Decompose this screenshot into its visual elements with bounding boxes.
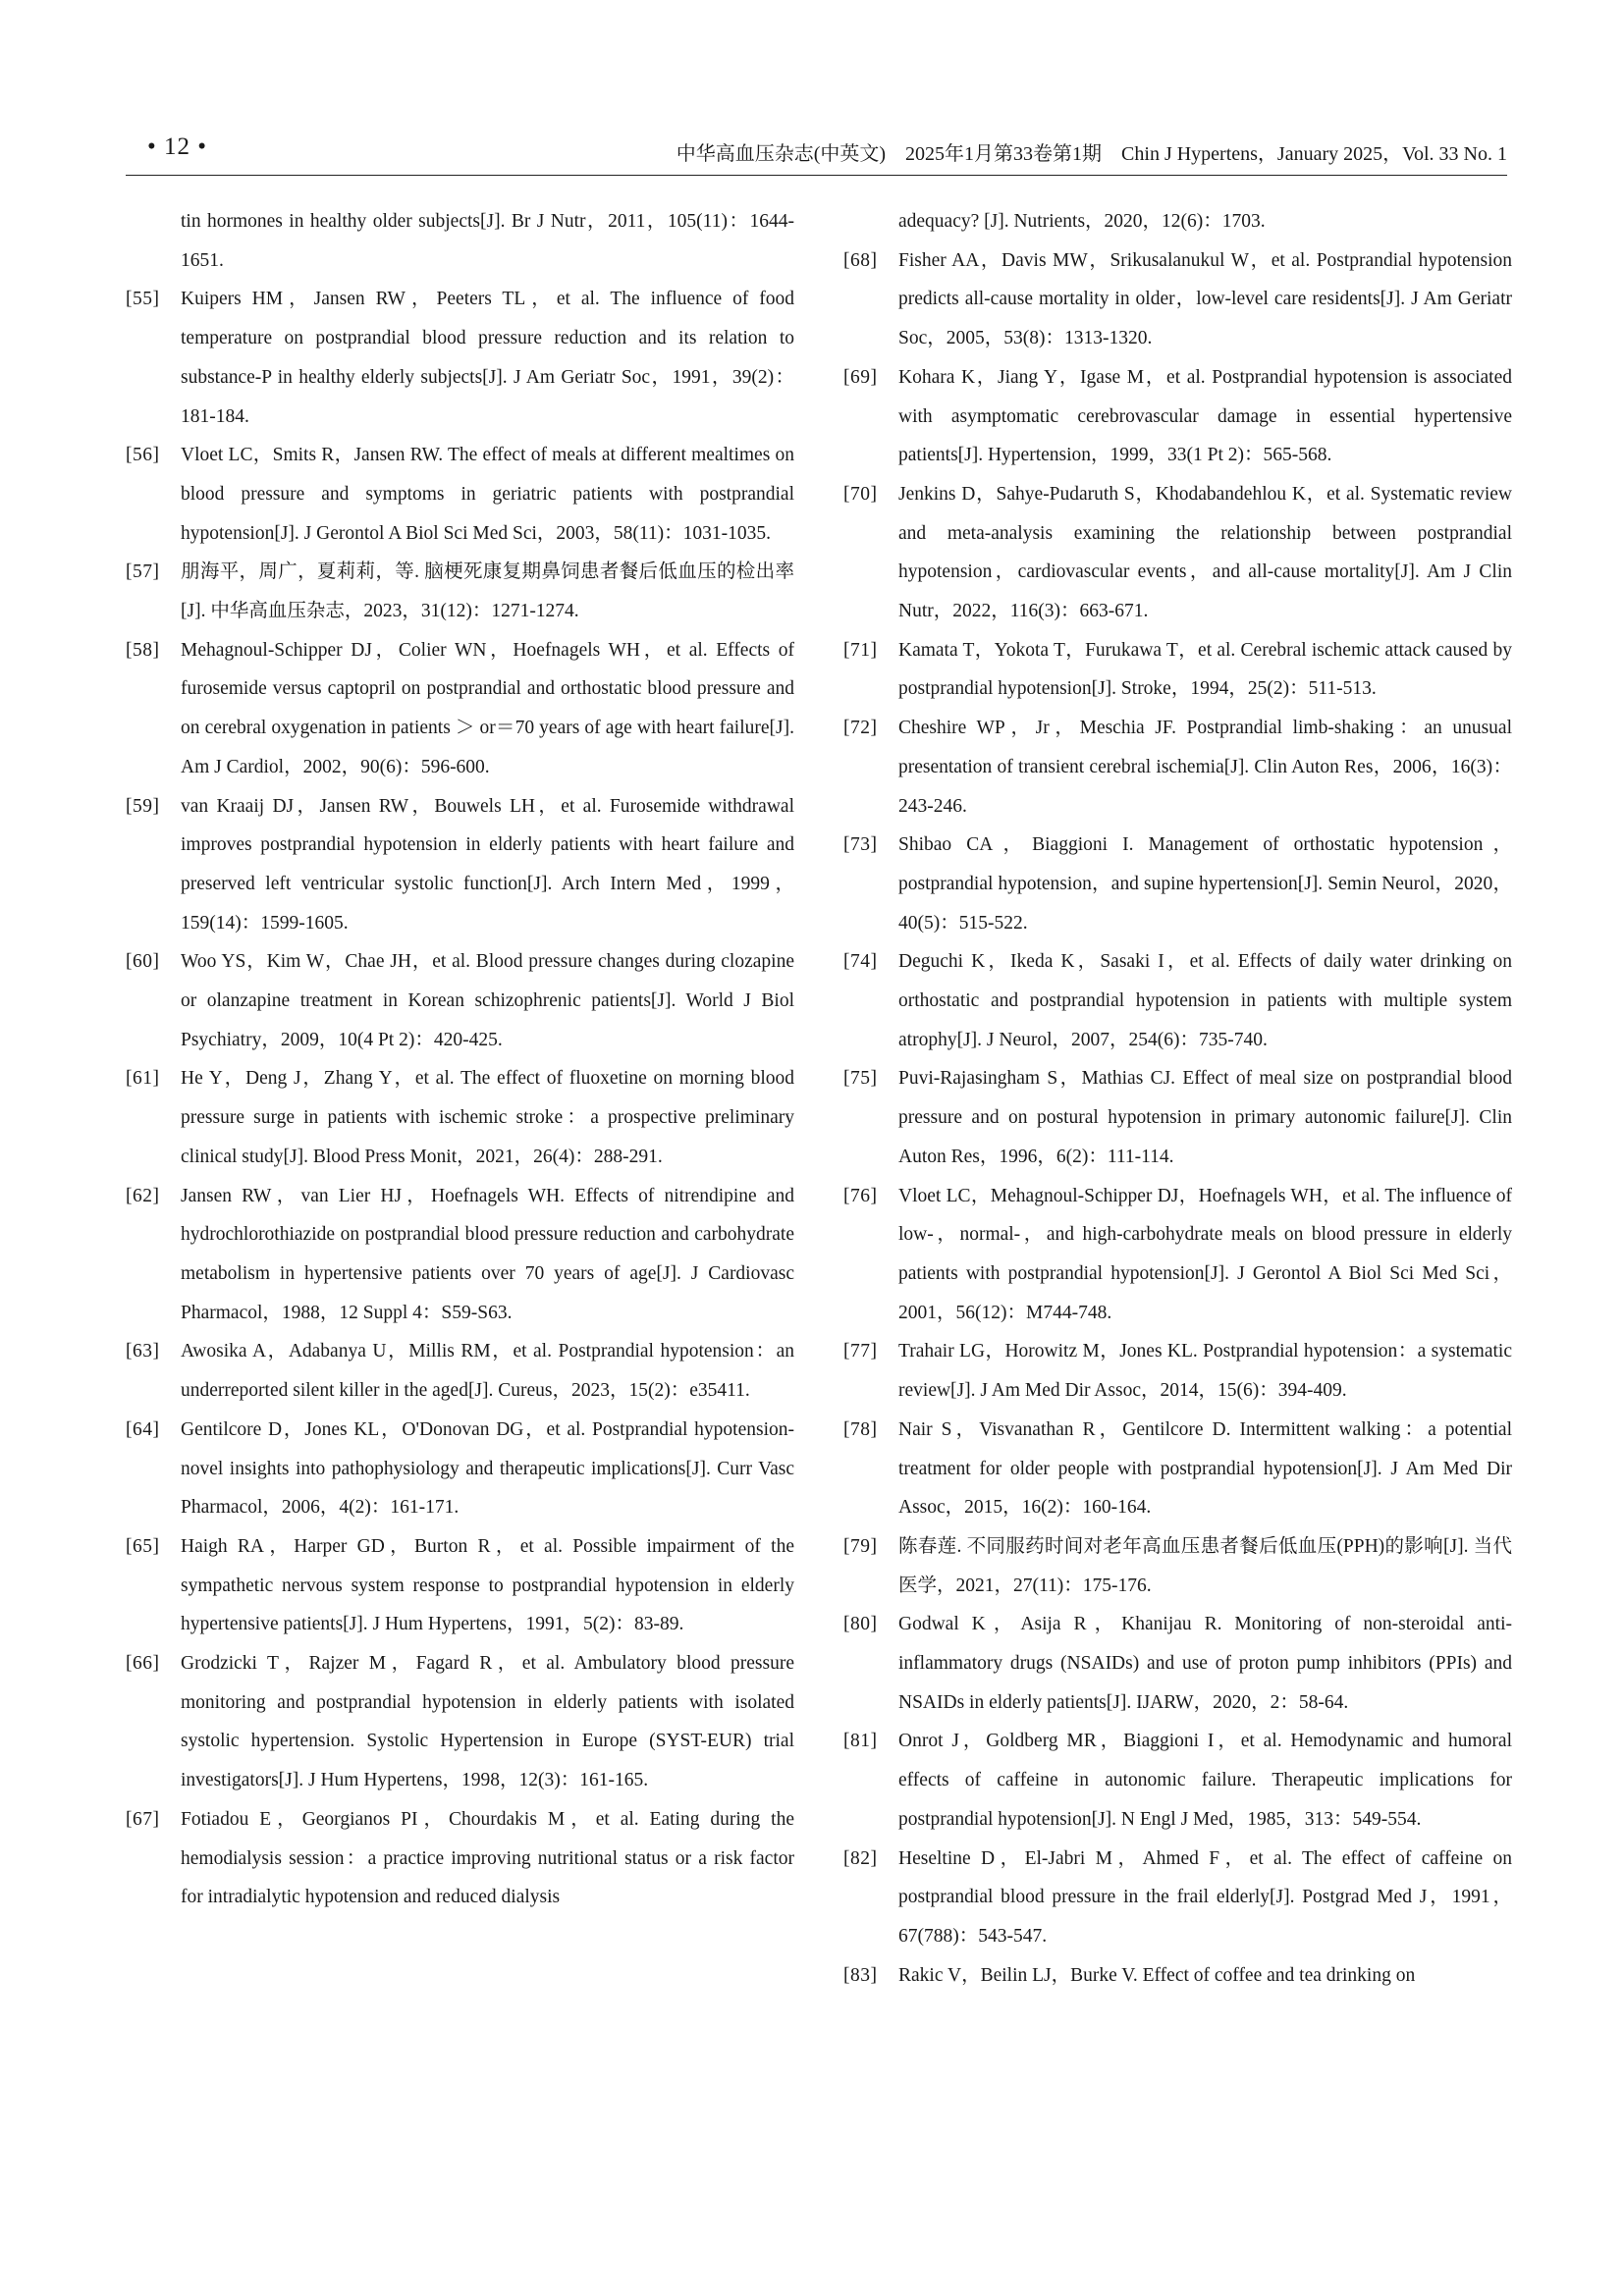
reference-text: Nair S，Visvanathan R，Gentilcore D. Intermittent walking：a potential treatment for older people with postprandial hypotension[J]. J Am Med Dir Assoc，2015，16(2)：160-164. [898, 1418, 1512, 1519]
reference-item [126, 1800, 794, 1917]
reference-item [843, 1605, 1512, 1722]
reference-number: [75] [843, 1068, 878, 1090]
reference-text: Trahair LG，Horowitz M，Jones KL. Postprandial hypotension：a systematic review[J]. J Am Med Dir Assoc，2014，15(6)：394-409. [898, 1341, 1512, 1402]
reference-text: Vloet LC，Smits R，Jansen RW. The effect of meals at different mealtimes on blood pressure and symptoms in geriatric patients with postprandial hypotension[J]. J Gerontol A Biol Sci Med Sci，2003，58(11)：1031-1035. [181, 445, 794, 544]
reference-text: 朋海平，周广，夏莉莉，等. 脑梗死康复期鼻饲患者餐后低血压的检出率[J]. 中华高血压杂志，2023，31(12)：1271-1274. [181, 561, 794, 622]
reference-item [126, 553, 794, 630]
reference-text: Fotiadou E，Georgianos PI，Chourdakis M，et al. Eating during the hemodialysis session：a practice improving nutritional status or a risk factor for intradialytic hypotension and reduced dialysis [181, 1808, 794, 1908]
reference-number: [80] [843, 1614, 878, 1635]
reference-text: 陈春莲. 不同服药时间对老年高血压患者餐后低血压(PPH)的影响[J]. 当代医学，2021，27(11)：175-176. [898, 1535, 1512, 1596]
reference-number: [66] [126, 1653, 160, 1675]
reference-text: Kuipers HM，Jansen RW，Peeters TL，et al. The influence of food temperature on postprandial blood pressure reduction and its relation to substance-P in healthy elderly subjects[J]. J Am Geriatr Soc，1991，39(2)：181-184. [181, 289, 794, 427]
reference-item [126, 436, 794, 553]
reference-item [126, 942, 794, 1059]
reference-column-left [126, 202, 794, 1917]
reference-item [843, 631, 1512, 709]
reference-text: Onrot J，Goldberg MR，Biaggioni I，et al. Hemodynamic and humoral effects of caffeine in autonomic failure. Therapeutic implications for postprandial hypotension[J]. N Engl J Med，1985，313：549-554. [898, 1731, 1512, 1830]
reference-text: Cheshire WP，Jr，Meschia JF. Postprandial limb-shaking：an unusual presentation of transient cerebral ischemia[J]. Clin Auton Res，2006，16(3)：243-246. [898, 718, 1512, 817]
reference-number: [60] [126, 951, 160, 973]
reference-number: [76] [843, 1185, 878, 1206]
reference-text: Shibao CA，Biaggioni I. Management of orthostatic hypotension，postprandial hypotension，and supine hypertension[J]. Semin Neurol，2020，40(5)：515-522. [898, 834, 1512, 934]
reference-number: [68] [843, 249, 878, 271]
reference-text: Rakic V，Beilin LJ，Burke V. Effect of coffee and tea drinking on [898, 1964, 1416, 1986]
reference-item [843, 1332, 1512, 1410]
reference-item [843, 1411, 1512, 1527]
reference-number: [57] [126, 561, 160, 583]
reference-item [126, 1411, 794, 1527]
reference-number: [55] [126, 289, 160, 310]
reference-item [843, 475, 1512, 631]
reference-text: Woo YS，Kim W，Chae JH，et al. Blood pressure changes during clozapine or olanzapine treatment in Korean schizophrenic patients[J]. World J Biol Psychiatry，2009，10(4 Pt 2)：420-425. [181, 951, 794, 1050]
reference-number: [78] [843, 1418, 878, 1440]
reference-item [126, 1644, 794, 1800]
reference-text: Deguchi K，Ikeda K，Sasaki I，et al. Effects of daily water drinking on orthostatic and postprandial hypotension in patients with multiple system atrophy[J]. J Neurol，2007，254(6)：735-740. [898, 951, 1512, 1050]
reference-item [126, 787, 794, 943]
reference-text: Kamata T，Yokota T，Furukawa T，et al. Cerebral ischemic attack caused by postprandial hypotension[J]. Stroke，1994，25(2)：511-513. [898, 639, 1512, 700]
reference-item [126, 1332, 794, 1410]
reference-number: [61] [126, 1068, 160, 1090]
reference-item [126, 280, 794, 436]
reference-text: Jansen RW，van Lier HJ，Hoefnagels WH. Effects of nitrendipine and hydrochlorothiazide on postprandial blood pressure reduction and carbohydrate metabolism in hypertensive patients over 70 years of age[J]. J Cardiovasc Pharmacol，1988，12 Suppl 4：S59-S63. [181, 1185, 794, 1323]
reference-text: Jenkins D，Sahye-Pudaruth S，Khodabandehlou K，et al. Systematic review and meta-analysis examining the relationship between postprandial hypotension，cardiovascular events，and all-cause mortality[J]. Am J Clin Nutr，2022，116(3)：663-671. [898, 483, 1512, 622]
reference-number: [62] [126, 1185, 160, 1206]
reference-column-right [843, 202, 1512, 1995]
reference-item [843, 1722, 1512, 1839]
running-header [126, 132, 1507, 176]
reference-number: [83] [843, 1964, 878, 1986]
reference-item [126, 631, 794, 787]
reference-number: [65] [126, 1535, 160, 1557]
reference-item [843, 241, 1512, 358]
reference-text: Gentilcore D，Jones KL，O'Donovan DG，et al. Postprandial hypotension-novel insights into pathophysiology and therapeutic implications[J]. Curr Vasc Pharmacol，2006，4(2)：161-171. [181, 1418, 794, 1519]
reference-number: [56] [126, 445, 160, 466]
reference-text: Puvi-Rajasingham S，Mathias CJ. Effect of meal size on postprandial blood pressure and on postural hypotension in primary autonomic failure[J]. Clin Auton Res，1996，6(2)：111-114. [898, 1068, 1512, 1167]
reference-number: [81] [843, 1731, 878, 1752]
reference-number: [63] [126, 1341, 160, 1362]
reference-item [843, 1527, 1512, 1605]
reference-text: He Y，Deng J，Zhang Y，et al. The effect of fluoxetine on morning blood pressure surge in patients with ischemic stroke：a prospective preliminary clinical study[J]. Blood Press Monit，2021，26(4)：288-291. [181, 1068, 794, 1167]
reference-number: [70] [843, 483, 878, 505]
reference-continuation: adequacy? [J]. Nutrients，2020，12(6)：1703. [898, 211, 1266, 232]
journal-citation: 中华高血压杂志(中英文) 2025年1月第33卷第1期 Chin J Hypertens，January 2025，Vol. 33 No. 1 [676, 143, 1507, 165]
reference-item [843, 358, 1512, 475]
reference-number: [82] [843, 1847, 878, 1869]
reference-text: Fisher AA，Davis MW，Srikusalanukul W，et al. Postprandial hypotension predicts all-cause mortality in older，low-level care residents[J]. J Am Geriatr Soc，2005，53(8)：1313-1320. [898, 249, 1512, 349]
reference-item [843, 1956, 1512, 1996]
reference-number: [77] [843, 1341, 878, 1362]
reference-number: [67] [126, 1808, 160, 1830]
reference-text: Godwal K，Asija R，Khanijau R. Monitoring of non-steroidal anti-inflammatory drugs (NSAIDs) and use of proton pump inhibitors (PPIs) and NSAIDs in elderly patients[J]. IJARW，2020，2：58-64. [898, 1614, 1512, 1713]
reference-item [843, 1177, 1512, 1333]
reference-text: van Kraaij DJ，Jansen RW，Bouwels LH，et al. Furosemide withdrawal improves postprandial hypotension in elderly patients with heart failure and preserved left ventricular systolic function[J]. Arch Intern Med，1999，159(14)：1599-1605. [181, 795, 794, 934]
page-number: • 12 • [147, 133, 208, 160]
reference-item [126, 1059, 794, 1176]
reference-number: [79] [843, 1535, 878, 1557]
reference-number: [59] [126, 795, 160, 817]
reference-text: Awosika A，Adabanya U，Millis RM，et al. Postprandial hypotension：an underreported silent killer in the aged[J]. Cureus，2023，15(2)：e35411. [181, 1341, 794, 1402]
reference-number: [58] [126, 639, 160, 661]
reference-number: [72] [843, 718, 878, 739]
reference-text: Mehagnoul-Schipper DJ，Colier WN，Hoefnagels WH，et al. Effects of furosemide versus captopril on postprandial and orthostatic blood pressure and on cerebral oxygenation in patients ＞ or＝70 years of age with heart failure[J]. Am J Cardiol，2002，90(6)：596-600. [181, 639, 794, 777]
reference-text: Heseltine D，El-Jabri M，Ahmed F，et al. The effect of caffeine on postprandial blood pressure in the frail elderly[J]. Postgrad Med J，1991，67(788)：543-547. [898, 1847, 1512, 1947]
reference-text: Grodzicki T，Rajzer M，Fagard R，et al. Ambulatory blood pressure monitoring and postprandial hypotension in elderly patients with isolated systolic hypertension. Systolic Hypertension in Europe (SYST-EUR) trial investigators[J]. J Hum Hypertens，1998，12(3)：161-165. [181, 1653, 794, 1791]
reference-number: [64] [126, 1418, 160, 1440]
reference-number: [74] [843, 951, 878, 973]
reference-text: Kohara K，Jiang Y，Igase M，et al. Postprandial hypotension is associated with asymptomatic cerebrovascular damage in essential hypertensive patients[J]. Hypertension，1999，33(1 Pt 2)：565-568. [898, 366, 1512, 466]
reference-item [843, 942, 1512, 1059]
reference-item [126, 1527, 794, 1644]
reference-text: Vloet LC，Mehagnoul-Schipper DJ，Hoefnagels WH，et al. The influence of low-，normal-，and high-carbohydrate meals on blood pressure in elderly patients with postprandial hypotension[J]. J Gerontol A Biol Sci Med Sci，2001，56(12)：M744-748. [898, 1185, 1512, 1323]
reference-number: [69] [843, 366, 878, 388]
reference-item [843, 1840, 1512, 1956]
reference-item [843, 1059, 1512, 1176]
reference-continuation: tin hormones in healthy older subjects[J]. Br J Nutr，2011，105(11)：1644-1651. [181, 211, 794, 271]
reference-item [843, 826, 1512, 942]
reference-item [126, 1177, 794, 1333]
reference-number: [73] [843, 834, 878, 856]
reference-text: Haigh RA，Harper GD，Burton R，et al. Possible impairment of the sympathetic nervous system response to postprandial hypotension in elderly hypertensive patients[J]. J Hum Hypertens，1991，5(2)：83-89. [181, 1535, 794, 1635]
reference-number: [71] [843, 639, 878, 661]
reference-item [843, 709, 1512, 826]
